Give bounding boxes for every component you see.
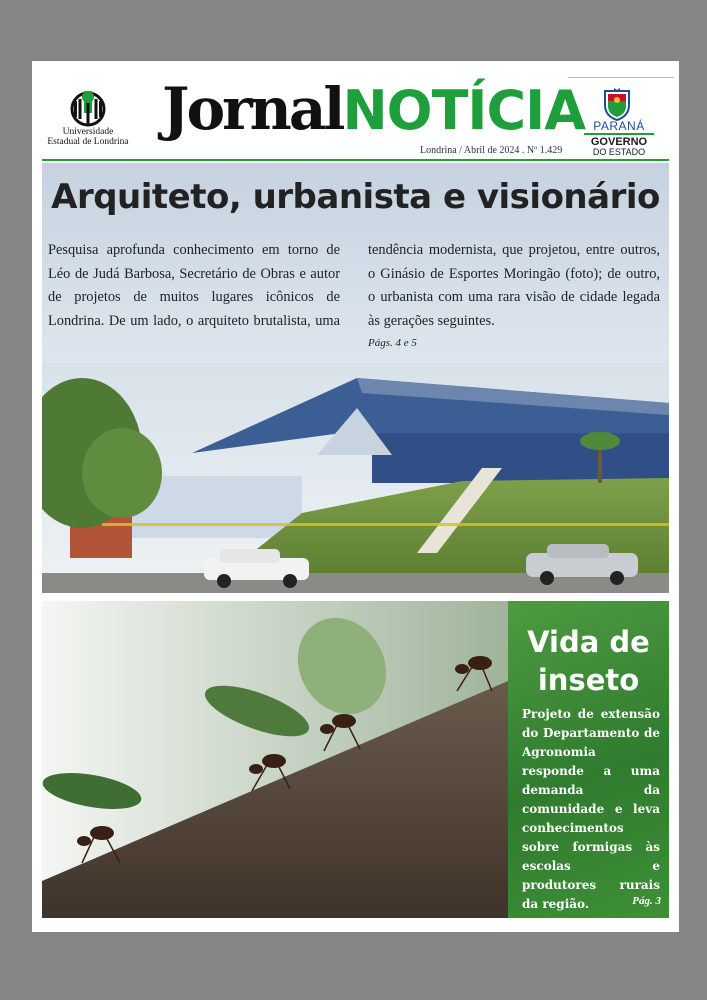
top-story-headline[interactable]: Arquiteto, urbanista e visionário: [51, 177, 660, 217]
newspaper-front-page: [32, 61, 679, 932]
university-logo: [40, 89, 136, 159]
government-logo: [568, 77, 674, 159]
top-story-lead: [48, 239, 660, 359]
university-name-line1: Universidade: [62, 127, 114, 137]
top-story-lead-text: Pesquisa aprofunda conhecimento em torno de Léo de Judá Barbosa, Secretário de Obras e autor de projetos de muitos lugares icônicos de Londrina. De um lado, o arquiteto brutalista, uma tendência modernista, que projetou, entre outros, o Ginásio de Esportes Moringão (foto); de outro, o urbanista com uma rara visão de cidade legada às gerações seguintes.: [48, 242, 660, 329]
insect-story-sidebar[interactable]: [508, 601, 669, 918]
uel-logo-icon: [68, 89, 108, 127]
gov-line2: DO ESTADO: [592, 147, 646, 157]
parana-crest-icon: [602, 87, 632, 121]
edition-info: Londrina / Abril de 2024 . Nº 1.429: [420, 145, 563, 156]
gov-line1: GOVERNO: [584, 133, 654, 148]
header-divider: [42, 159, 669, 161]
masthead-noticia: NOTÍCIA: [342, 79, 586, 142]
top-story-page-ref[interactable]: Págs. 4 e 5: [368, 337, 417, 349]
gov-state-name: PARANÁ: [593, 119, 645, 133]
gymnasium-photo: [42, 363, 669, 593]
masthead-jornal: Jornal: [162, 75, 343, 143]
top-story[interactable]: [42, 163, 669, 593]
gov-logo-divider: [568, 77, 674, 78]
masthead: [162, 75, 586, 155]
bottom-story[interactable]: [42, 601, 669, 918]
university-name-line2: Estadual de Londrina: [47, 137, 129, 147]
insect-story-title[interactable]: Vida de inseto: [527, 625, 650, 697]
insect-story-page-ref[interactable]: Pág. 3: [632, 895, 661, 907]
leafcutter-ants-photo: [42, 601, 508, 918]
insect-story-body: Projeto de extensão do Departamento de Agronomia responde a uma demanda da comunidade e leva conhecimentos sobre formigas às escolas e produtores rurais da região.: [522, 707, 660, 911]
